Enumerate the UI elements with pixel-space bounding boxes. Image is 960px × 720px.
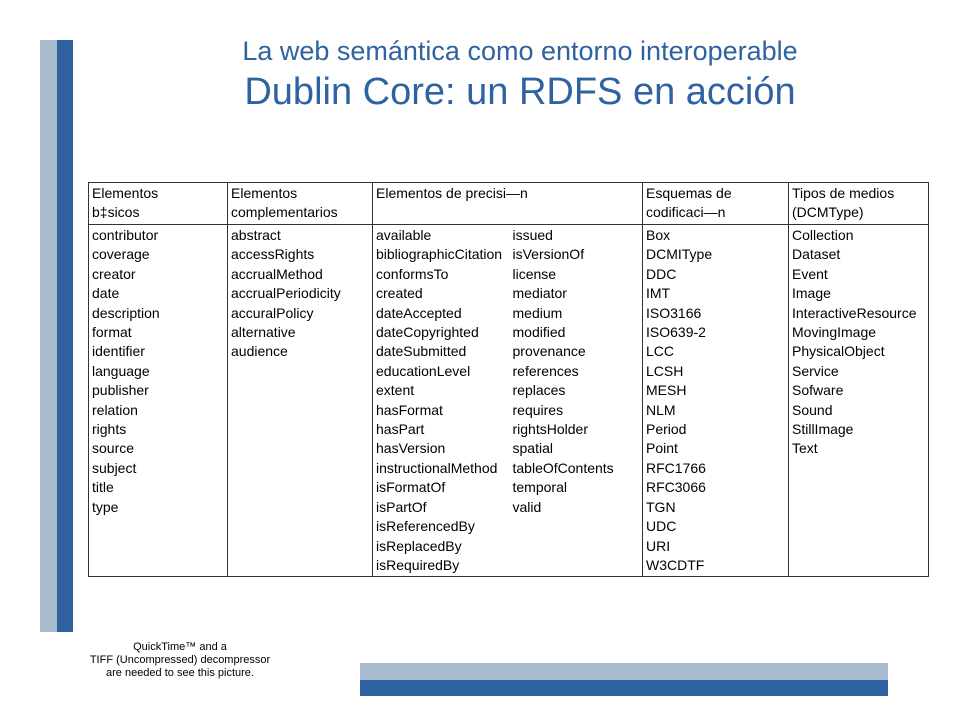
list-item: hasPart (376, 421, 425, 438)
refinements-cell-b (510, 225, 643, 577)
list-item: coverage (92, 246, 150, 263)
list-item: dateCopyrighted (376, 324, 479, 341)
list-item: isPartOf (376, 498, 427, 515)
list-item: isFormatOf (376, 479, 446, 496)
slide-title (90, 34, 950, 116)
list-item: accrualMethod (231, 265, 323, 282)
list-item: medium (512, 304, 563, 321)
list-item: mediator (512, 285, 567, 302)
placeholder-note-line: are needed to see this picture. (106, 667, 254, 679)
list-item: LCC (646, 343, 675, 360)
list-item: StillImage (792, 421, 854, 438)
list-item: source (92, 440, 135, 457)
list-item: DDC (646, 265, 677, 282)
list-item: extent (376, 382, 415, 399)
list-item: abstract (231, 227, 281, 243)
list-item: isRequiredBy (376, 556, 460, 573)
list-item: alternative (231, 324, 296, 341)
list-item: spatial (512, 440, 553, 457)
list-item: dateAccepted (376, 304, 462, 321)
list-item: rightsHolder (512, 421, 588, 438)
dublin-core-table (88, 182, 929, 577)
complementary-elements-cell (228, 225, 373, 577)
list-item: Dataset (792, 246, 841, 263)
refinements-cell-a (373, 225, 510, 577)
image-placeholder-note (60, 641, 300, 680)
list-item: accessRights (231, 246, 315, 263)
list-item: available (376, 227, 432, 243)
list-item: type (92, 498, 119, 515)
list-item: isReferencedBy (376, 518, 475, 535)
list-item: Sound (792, 401, 833, 418)
list-item: UDC (646, 518, 677, 535)
list-item: temporal (512, 479, 567, 496)
list-item: conformsTo (376, 265, 449, 282)
list-item: RFC1766 (646, 459, 706, 476)
list-item: relation (92, 401, 138, 418)
list-item: PhysicalObject (792, 343, 885, 360)
left-accent-bar-light (40, 40, 57, 632)
slide-title-line-1: La web semántica como entorno interoperable (242, 36, 798, 66)
list-item: valid (512, 498, 542, 515)
list-item: issued (512, 227, 553, 243)
header-encoding-schemes: Esquemas de codificaci—n (643, 183, 789, 225)
list-item: created (376, 285, 423, 302)
list-item: W3CDTF (646, 556, 705, 573)
list-item: date (92, 285, 120, 302)
table-header-row (89, 183, 929, 225)
list-item: URI (646, 537, 671, 554)
media-types-cell (789, 225, 929, 577)
list-item: isReplacedBy (376, 537, 462, 554)
list-item: Box (646, 227, 671, 243)
list-item: references (512, 362, 579, 379)
list-item: hasFormat (376, 401, 443, 418)
list-item: TGN (646, 498, 676, 515)
list-item: dateSubmitted (376, 343, 467, 360)
placeholder-note-line: TIFF (Uncompressed) decompressor (89, 654, 271, 666)
list-item: Collection (792, 227, 854, 243)
list-item: DCMIType (646, 246, 713, 263)
list-item: description (92, 304, 160, 321)
list-item: language (92, 362, 150, 379)
left-accent-bar-dark (57, 40, 73, 632)
list-item: NLM (646, 401, 676, 418)
list-item: replaces (512, 382, 566, 399)
list-item: format (92, 324, 132, 341)
list-item: modified (512, 324, 566, 341)
slide-title-line-2: Dublin Core: un RDFS en acción (244, 71, 796, 113)
list-item: license (512, 265, 557, 282)
list-item: identifier (92, 343, 145, 360)
bottom-accent-bar-light (360, 663, 888, 680)
list-item: creator (92, 265, 136, 282)
list-item: isVersionOf (512, 246, 585, 263)
list-item: Text (792, 440, 818, 457)
list-item: MovingImage (792, 324, 877, 341)
list-item: ISO639-2 (646, 324, 706, 341)
bottom-accent-bar-dark (360, 680, 888, 696)
list-item: Point (646, 440, 678, 457)
list-item: educationLevel (376, 362, 471, 379)
list-item: accrualPeriodicity (231, 285, 341, 302)
list-item: bibliographicCitation (376, 246, 503, 263)
placeholder-note-line: QuickTime™ and a (133, 641, 227, 653)
header-media-types: Tipos de medios (DCMType) (789, 183, 929, 225)
list-item: requires (512, 401, 564, 418)
list-item: Sofware (792, 382, 844, 399)
basic-elements-cell (89, 225, 228, 577)
list-item: LCSH (646, 362, 684, 379)
list-item: IMT (646, 285, 671, 302)
list-item: audience (231, 343, 288, 360)
list-item: Image (792, 285, 831, 302)
list-item: Event (792, 265, 828, 282)
list-item: Period (646, 421, 687, 438)
list-item: InteractiveResource (792, 304, 917, 321)
list-item: RFC3066 (646, 479, 706, 496)
list-item: MESH (646, 382, 687, 399)
list-item: ISO3166 (646, 304, 702, 321)
list-item: title (92, 479, 114, 496)
list-item: hasVersion (376, 440, 446, 457)
list-item: accuralPolicy (231, 304, 314, 321)
list-item: Service (792, 362, 839, 379)
header-refinement-elements: Elementos de precisi—n (373, 183, 643, 225)
encoding-schemes-cell (643, 225, 789, 577)
list-item: contributor (92, 227, 159, 243)
list-item: rights (92, 421, 127, 438)
list-item: tableOfContents (512, 459, 614, 476)
table-body-row (89, 225, 929, 577)
header-complementary-elements: Elementos complementarios (228, 183, 373, 225)
list-item: subject (92, 459, 137, 476)
list-item: provenance (512, 343, 586, 360)
header-basic-elements: Elementos b‡sicos (89, 183, 228, 225)
list-item: instructionalMethod (376, 459, 498, 476)
list-item: publisher (92, 382, 149, 399)
